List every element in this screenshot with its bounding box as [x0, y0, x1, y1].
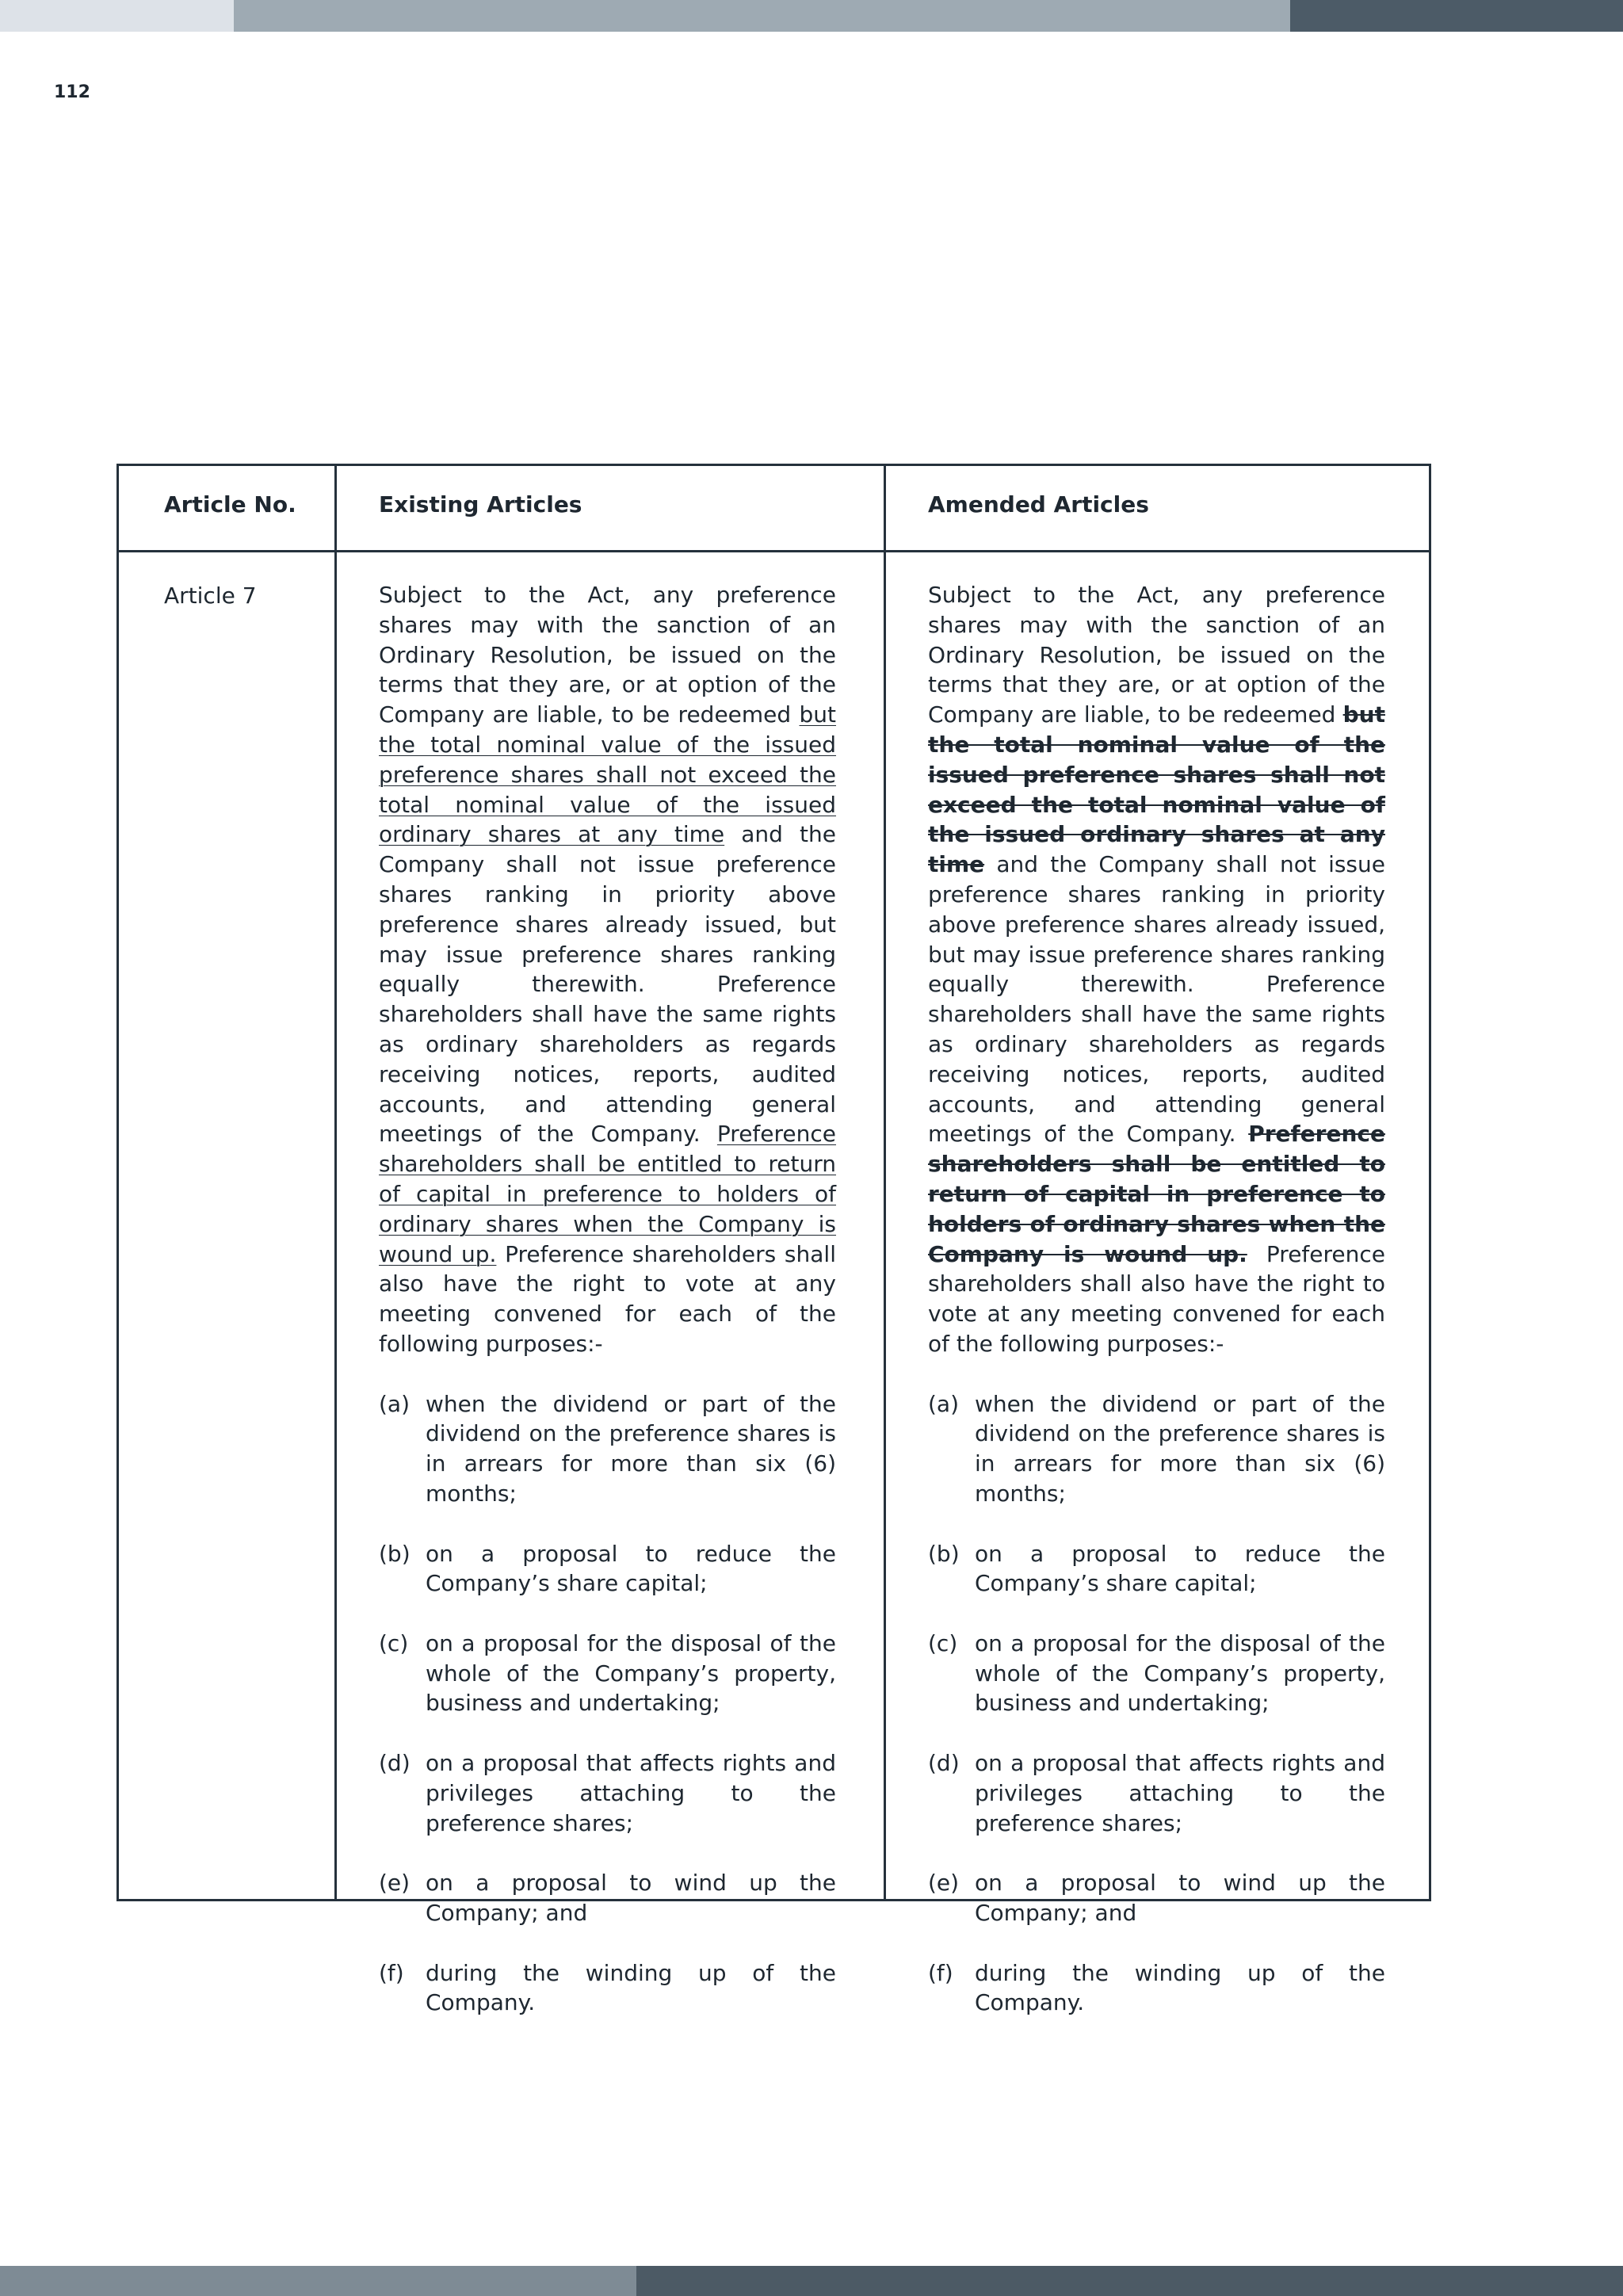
list-item-label: (a)	[379, 1390, 411, 1417]
list-item	[379, 1629, 836, 1718]
list-item	[379, 1748, 836, 1838]
list-item	[928, 1389, 1385, 1509]
existing-underlined-text: Preference shareholders shall be entitled to return of capital in preference to holders of ordinary shares when the Company is wound up.	[379, 1121, 836, 1267]
list-item	[379, 1389, 836, 1509]
list-item-label: (d)	[928, 1750, 960, 1777]
amended-articles-cell	[928, 580, 1385, 2048]
list-item-text: on a proposal for the disposal of the whole of the Company’s property, business and undertaking;	[426, 1629, 836, 1717]
header-article-no: Article No.	[164, 491, 296, 518]
bottom-decorative-band	[0, 2266, 1623, 2296]
list-item-text: on a proposal that affects rights and privileges attaching to the preference shares;	[975, 1750, 1385, 1836]
top-band-segment-dark	[1290, 0, 1623, 32]
amended-deleted-text: Preference shareholders shall be entitled to return of capital in preference to holders of ordinary shares when the Company is wound up.	[928, 1121, 1385, 1267]
list-item-label: (f)	[928, 1959, 953, 1986]
list-item-text: on a proposal to reduce the Company’s share capital;	[975, 1540, 1385, 1597]
existing-article-paragraph	[379, 580, 836, 1359]
list-item	[928, 1868, 1385, 1928]
list-item-label: (c)	[379, 1629, 409, 1656]
list-item-label: (a)	[928, 1390, 960, 1417]
article-number-cell: Article 7	[164, 583, 257, 609]
list-item-text: during the winding up of the Company.	[426, 1959, 836, 2016]
amended-deleted-text: but the total nominal value of the issued preference shares shall not exceed the total nominal value of the issued ordinary shares at any time	[928, 701, 1385, 878]
list-item-label: (b)	[928, 1540, 960, 1567]
bottom-band-segment-dark	[636, 2266, 1623, 2296]
existing-underlined-text: but the total nominal value of the issued preference shares shall not exceed the total nominal value of the issued ordinary shares at any time	[379, 701, 836, 848]
list-item	[928, 1958, 1385, 2019]
header-divider	[119, 550, 1429, 552]
amended-text: Subject to the Act, any preference shares may with the sanction of an Ordinary Resolution, be issued on the terms that they are, or at option of the Company are liable, to be redeemed	[928, 582, 1385, 728]
amended-text: and the Company shall not issue preference shares ranking in priority above preference shares already issued, but may issue preference shares ranking equally therewith. Preference shareholders shall have the same rights as ordinary shareholders as regards receiving notices, reports, audited accounts, and attending general meetings of the Company.	[928, 851, 1385, 1148]
top-band-segment-light	[0, 0, 234, 32]
existing-text: Subject to the Act, any preference shares may with the sanction of an Ordinary Resolution, be issued on the terms that they are, or at option of the Company are liable, to be redeemed	[379, 582, 836, 728]
list-item-label: (f)	[379, 1959, 404, 1986]
list-item-label: (b)	[379, 1540, 411, 1567]
list-item-text: on a proposal that affects rights and privileges attaching to the preference shares;	[426, 1750, 836, 1836]
list-item-label: (c)	[928, 1629, 958, 1656]
list-item	[928, 1539, 1385, 1599]
list-item-text: on a proposal to wind up the Company; and	[426, 1870, 836, 1927]
header-existing-articles: Existing Articles	[379, 491, 582, 518]
existing-articles-cell	[379, 580, 836, 2048]
bottom-band-segment-mid	[0, 2266, 636, 2296]
amended-text: Preference shareholders shall also have the right to vote at any meeting convened for each of the following purposes:-	[928, 1240, 1385, 1357]
column-divider	[334, 466, 337, 1899]
list-item-label: (e)	[928, 1870, 960, 1897]
list-item-text: when the dividend or part of the dividend on the preference shares is in arrears for more than six (6) months;	[426, 1390, 836, 1507]
list-item-text: during the winding up of the Company.	[975, 1959, 1385, 2016]
existing-text: Preference shareholders shall also have the right to vote at any meeting convened for each of the following purposes:-	[379, 1240, 836, 1357]
existing-text: and the Company shall not issue preference shares ranking in priority above preference shares already issued, but may issue preference shares ranking equally therewith. Preference shareholders shall have the same rights as ordinary shareholders as regards receiving notices, reports, audited accounts, and attending general meetings of the Company.	[379, 821, 836, 1148]
header-amended-articles: Amended Articles	[928, 491, 1149, 518]
list-item-label: (d)	[379, 1750, 411, 1777]
list-item-text: on a proposal for the disposal of the whole of the Company’s property, business and undertaking;	[975, 1629, 1385, 1717]
top-decorative-band	[0, 0, 1623, 32]
list-item	[379, 1868, 836, 1928]
list-item	[928, 1629, 1385, 1718]
list-item	[379, 1539, 836, 1599]
list-item-text: on a proposal to reduce the Company’s share capital;	[426, 1540, 836, 1597]
column-divider	[884, 466, 886, 1899]
list-item-text: when the dividend or part of the dividend on the preference shares is in arrears for more than six (6) months;	[975, 1390, 1385, 1507]
list-item	[928, 1748, 1385, 1838]
list-item-label: (e)	[379, 1870, 411, 1897]
top-band-segment-mid	[234, 0, 1290, 32]
amended-article-paragraph	[928, 580, 1385, 1359]
list-item-text: on a proposal to wind up the Company; and	[975, 1870, 1385, 1927]
list-item	[379, 1958, 836, 2019]
articles-comparison-table	[116, 464, 1431, 2016]
page-number: 112	[54, 82, 90, 102]
